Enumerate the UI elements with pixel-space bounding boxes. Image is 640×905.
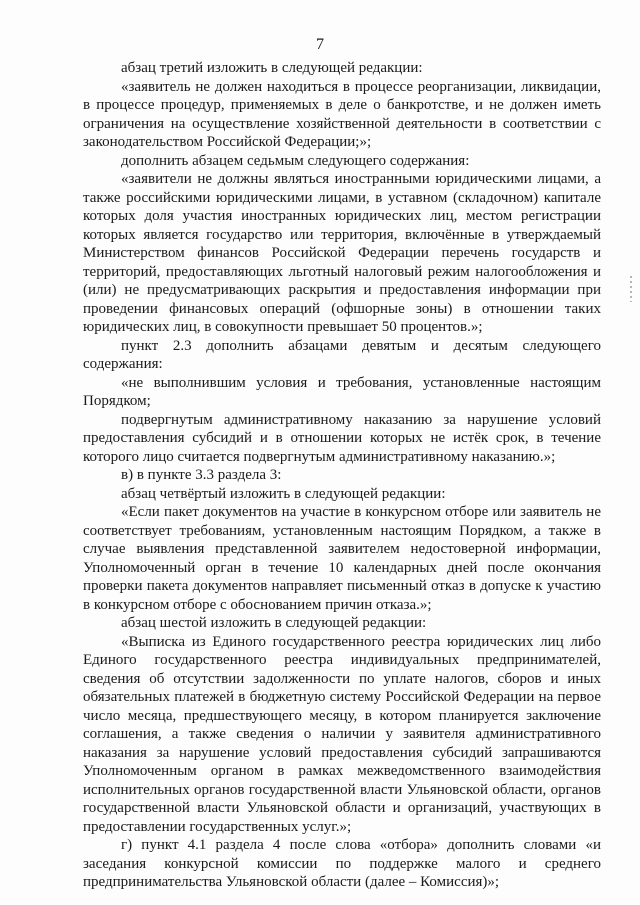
paragraph: подвергнутым административному наказанию за нарушение условий предоставления субсидий и в отношении которых не истёк срок, в течение которого лицо считается подвергнутым административному наказанию.»; bbox=[83, 411, 601, 465]
paragraph: дополнить абзацем седьмым следующего содержания: bbox=[121, 152, 470, 169]
scan-margin-mark bbox=[630, 276, 632, 302]
document-body bbox=[83, 59, 601, 892]
paragraph: абзац третий изложить в следующей редакции: bbox=[121, 60, 423, 76]
paragraph: абзац четвёртый изложить в следующей редакции: bbox=[121, 485, 446, 502]
paragraph: г) пункт 4.1 раздела 4 после слова «отбора» дополнить словами «и заседания конкурсной комиссии по поддержке малого и среднего предпринимательства Ульяновской области (далее – Комиссия)»; bbox=[83, 837, 601, 890]
paragraph: «заявитель не должен находиться в процессе реорганизации, ликвидации, в процессе процедур, применяемых в деле о банкротстве, и не должен иметь ограничения на осуществление хозяйственной деятельности в соответствии с законодательством Российской Федерации;»; bbox=[83, 78, 601, 150]
paragraph: пункт 2.3 дополнить абзацами девятым и десятым следующего содержания: bbox=[83, 337, 601, 372]
page-number: 7 bbox=[316, 36, 324, 53]
paragraph: «заявители не должны являться иностранными юридическими лицами, а также российскими юридическими лицами, в уставном (складочном) капитале которых доля участия иностранных юридических лиц, местом регистрации которых является государство или территория, включённые в утверждаемый Министерством финансов Российской Федерации перечень государств и территорий, предоставляющих льготный налоговый режим налогообложения и (или) не предусматривающих раскрытия и предоставления информации при проведении финансовых операций (офшорные зоны) в отношении таких юридических лиц, в совокупности превышает 50 процентов.»; bbox=[83, 171, 601, 335]
paragraph: «Выписка из Единого государственного реестра юридических лиц либо Единого государственного реестра индивидуальных предпринимателей, сведения об отсутствии задолженности по уплате налогов, сборов и иных обязательных платежей в бюджетную систему Российской Федерации на первое число месяца, предшествующего месяцу, в котором планируется заключение соглашения, а также сведения о наличии у заявителя административного наказания за нарушение условий предоставления субсидий запрашиваются Уполномоченным органом в рамках межведомственного взаимодействия исполнительных органов государственной власти Ульяновской области, органов государственной власти Ульяновской области и организаций, участвующих в предоставлении государственных услуг.»; bbox=[83, 633, 601, 835]
paragraph: абзац шестой изложить в следующей редакции: bbox=[121, 615, 427, 631]
paragraph: «не выполнившим условия и требования, установленные настоящим Порядком; bbox=[83, 374, 601, 409]
paragraph: в) в пункте 3.3 раздела 3: bbox=[121, 467, 282, 483]
paragraph: «Если пакет документов на участие в конкурсном отборе или заявитель не соответствует требованиям, установленным настоящим Порядком, а также в случае выявления представленной заявителем недостоверной информации, Уполномоченный орган в течение 10 календарных дней после окончания проверки пакета документов направляет письменный отказ в допуске к участию в конкурсном отборе с обоснованием причин отказа.»; bbox=[83, 504, 601, 613]
